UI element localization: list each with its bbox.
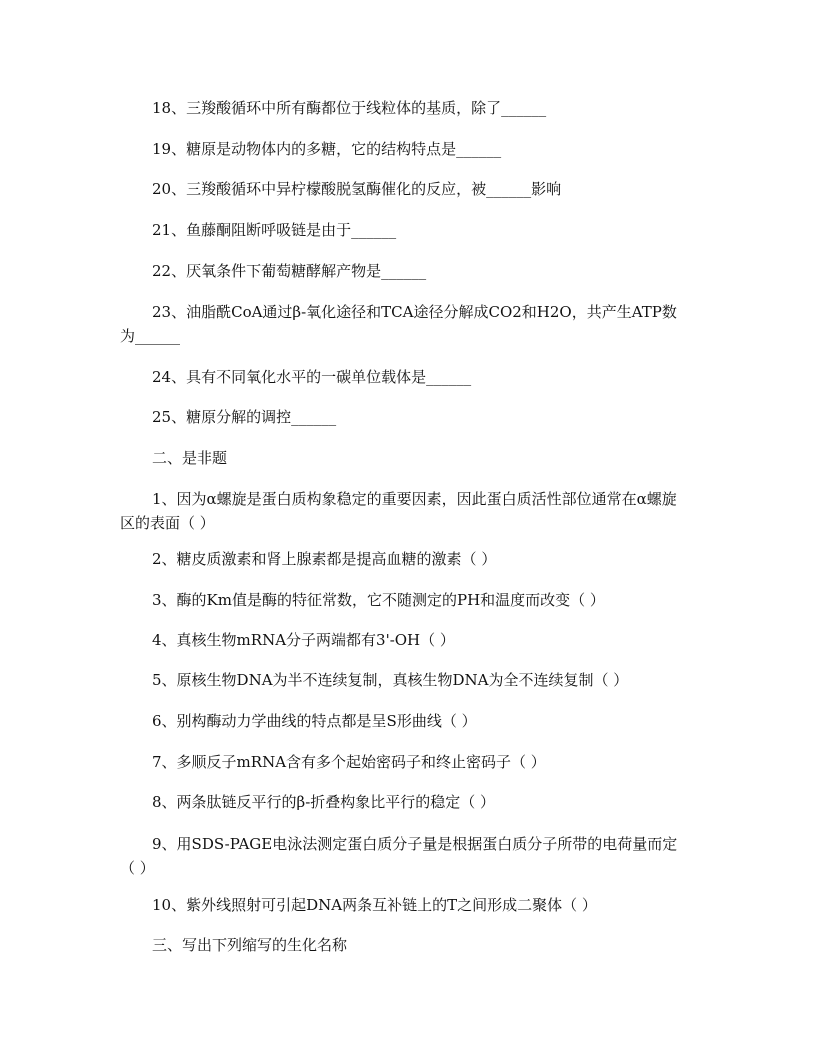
section-heading-true-false: 二、是非题: [152, 449, 228, 467]
question-number: 4、: [152, 631, 177, 649]
question-number: 20、: [152, 180, 187, 198]
tf-question-1: [120, 487, 690, 535]
question-text: 紫外线照射可引起DNA两条互补链上的T之间形成二聚体（ ）: [186, 896, 597, 914]
question-text: 三羧酸循环中异柠檬酸脱氢酶催化的反应，被______影响: [186, 180, 562, 198]
question-number: 6、: [152, 712, 177, 730]
question-19: [120, 138, 732, 160]
section-heading-abbreviations: 三、写出下列缩写的生化名称: [152, 936, 348, 954]
question-number: 23、: [152, 303, 187, 321]
question-number: 24、: [152, 368, 187, 386]
question-text: 真核生物mRNA分子两端都有3'-OH（ ）: [176, 631, 455, 649]
question-25: [120, 406, 732, 428]
question-23: [120, 300, 690, 348]
question-text: 多顺反子mRNA含有多个起始密码子和终止密码子（ ）: [176, 753, 546, 771]
tf-question-2: [120, 548, 732, 570]
tf-question-4: [120, 629, 732, 651]
tf-question-8: [120, 791, 732, 813]
tf-question-3: [120, 589, 732, 611]
question-number: 10、: [152, 896, 187, 914]
question-text: 酶的Km值是酶的特征常数，它不随测定的PH和温度而改变（ ）: [176, 591, 605, 609]
question-text: 糖皮质激素和肾上腺素都是提高血糖的激素（ ）: [176, 550, 497, 568]
question-text: 因为α螺旋是蛋白质构象稳定的重要因素，因此蛋白质活性部位通常在α螺旋区的表面（ ）: [120, 490, 677, 532]
question-text: 厌氧条件下葡萄糖酵解产物是______: [186, 262, 427, 280]
question-number: 25、: [152, 408, 187, 426]
question-number: 22、: [152, 262, 187, 280]
question-text: 别构酶动力学曲线的特点都是呈S形曲线（ ）: [176, 712, 477, 730]
question-number: 8、: [152, 793, 177, 811]
question-number: 3、: [152, 591, 177, 609]
question-20: [120, 178, 732, 200]
question-number: 2、: [152, 550, 177, 568]
question-text: 三羧酸循环中所有酶都位于线粒体的基质，除了______: [186, 99, 547, 117]
question-number: 9、: [152, 835, 177, 853]
question-text: 糖原分解的调控______: [186, 408, 337, 426]
question-text: 糖原是动物体内的多糖，它的结构特点是______: [186, 140, 502, 158]
question-number: 7、: [152, 753, 177, 771]
tf-question-10: [120, 894, 732, 916]
question-24: [120, 366, 732, 388]
question-number: 5、: [152, 671, 177, 689]
question-21: [120, 219, 732, 241]
question-text: 鱼藤酮阻断呼吸链是由于______: [186, 221, 397, 239]
question-text: 两条肽链反平行的β-折叠构象比平行的稳定（ ）: [176, 793, 496, 811]
question-text: 具有不同氧化水平的一碳单位载体是______: [186, 368, 472, 386]
tf-question-7: [120, 751, 732, 773]
tf-question-9: [120, 832, 690, 880]
question-text: 用SDS-PAGE电泳法测定蛋白质分子量是根据蛋白质分子所带的电荷量而定（ ）: [120, 835, 678, 877]
tf-question-5: [120, 669, 732, 691]
question-number: 21、: [152, 221, 187, 239]
question-22: [120, 260, 732, 282]
question-18: [120, 97, 732, 119]
question-text: 油脂酰CoA通过β-氧化途径和TCA途径分解成CO2和H2O，共产生ATP数为______: [120, 303, 677, 345]
question-text: 原核生物DNA为半不连续复制，真核生物DNA为全不连续复制（ ）: [176, 671, 629, 689]
question-number: 19、: [152, 140, 187, 158]
question-number: 18、: [152, 99, 187, 117]
tf-question-6: [120, 710, 732, 732]
question-number: 1、: [152, 490, 177, 508]
